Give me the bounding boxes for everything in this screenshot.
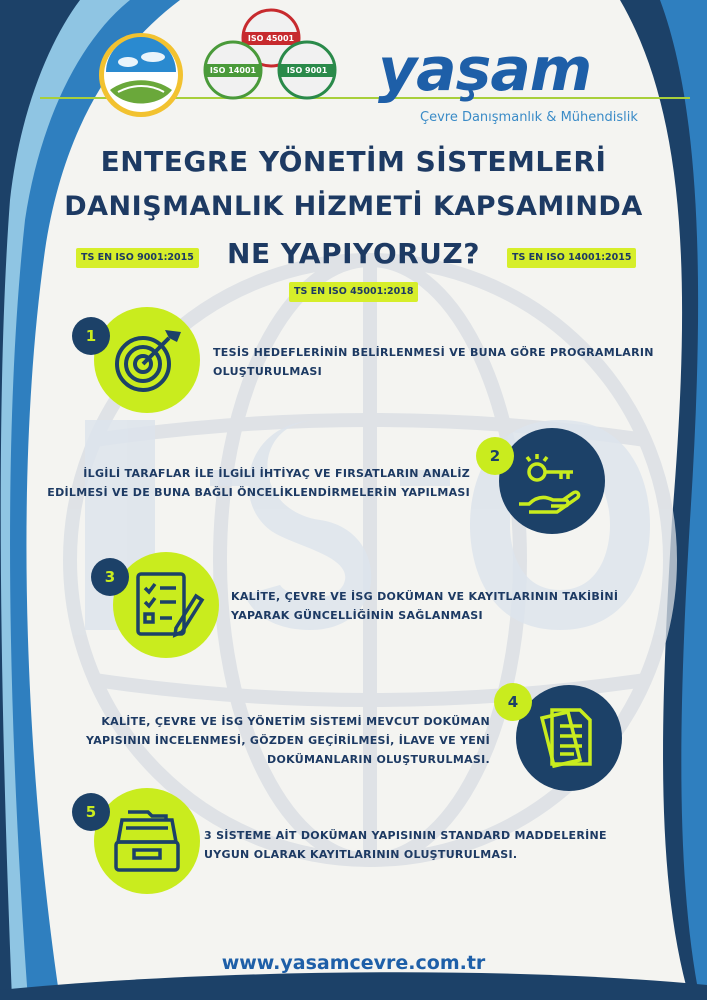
checklist-icon [128,566,206,644]
brand-wordmark: yaşam [378,35,592,105]
page-title-line-1: ENTEGRE YÖNETİM SİSTEMLERİ [100,145,607,178]
website-url[interactable]: www.yasamcevre.com.tr [221,952,486,974]
key-hand-icon [511,442,591,522]
step-4-text [20,712,490,769]
target-icon [109,322,185,398]
page-title-line-3: NE YAPIYORUZ? [227,237,480,270]
step-3-number: 3 [91,558,129,596]
step-5-number: 5 [72,793,110,831]
step-2-line-1: İLGİLİ TARAFLAR İLE İLGİLİ İHTİYAÇ VE FIRSATLARIN ANALİZ [83,467,470,480]
standard-tag-9001: TS EN ISO 9001:2015 [76,248,199,268]
yasam-circle-logo [98,32,184,118]
step-5-text [204,826,664,864]
page-title-line-2: DANIŞMANLIK HİZMETİ KAPSAMINDA [64,191,643,222]
standard-tag-45001: TS EN ISO 45001:2018 [289,282,418,302]
step-4-line-2: YAPISININ İNCELENMESİ, GÖZDEN GEÇİRİLMESİ, İLAVE VE YENİ [86,734,490,747]
step-4-line-3: DOKÜMANLARIN OLUŞTURULMASI. [267,753,490,766]
step-2-line-2: EDİLMESİ VE DE BUNA BAĞLI ÖNCELİKLENDİRMELERİN YAPILMASI [47,486,470,499]
iso-14001-badge [203,40,263,100]
step-2-number: 2 [476,437,514,475]
step-1-text [213,343,673,381]
badge-label: ISO 45001 [247,34,295,43]
badge-label: ISO 9001 [286,66,328,75]
brand-subtitle: Çevre Danışmanlık & Mühendislik [420,110,638,125]
step-1-line-2: OLUŞTURULMASI [213,365,323,378]
step-4-line-1: KALİTE, ÇEVRE VE İSG YÖNETİM SİSTEMİ MEVCUT DOKÜMAN [101,715,490,728]
documents-icon [530,698,610,778]
badge-label: ISO 14001 [209,66,257,75]
file-cabinet-icon [108,802,186,880]
step-1-line-1: TESİS HEDEFLERİNİN BELİRLENMESİ VE BUNA GÖRE PROGRAMLARIN [213,346,654,359]
iso-9001-badge [277,40,337,100]
step-3-text [231,587,671,625]
step-5-line-1: 3 SİSTEME AİT DOKÜMAN YAPISININ STANDARD MADDELERİNE [204,829,607,842]
step-3-line-1: KALİTE, ÇEVRE VE İSG DOKÜMAN VE KAYITLARININ TAKİBİNİ [231,590,619,603]
step-2-text [20,464,470,502]
step-1-number: 1 [72,317,110,355]
step-5-line-2: UYGUN OLARAK KAYITLARININ OLUŞTURULMASI. [204,848,518,861]
step-4-number: 4 [494,683,532,721]
step-3-line-2: YAPARAK GÜNCELLİĞİNİN SAĞLANMASI [231,609,483,622]
standard-tag-14001: TS EN ISO 14001:2015 [507,248,636,268]
